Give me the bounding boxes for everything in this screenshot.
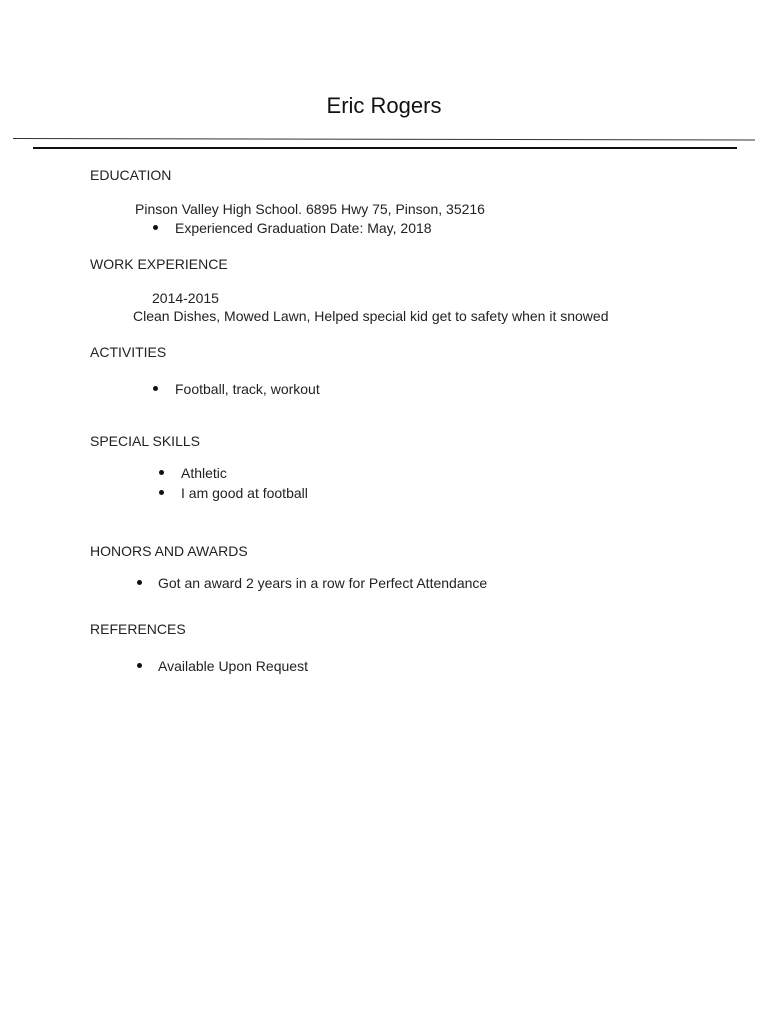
work-years: 2014-2015: [152, 290, 219, 306]
bullet-icon: [159, 470, 164, 475]
header-rule-thin: [13, 138, 755, 141]
education-heading: EDUCATION: [90, 167, 172, 183]
header-rule-thick: [33, 147, 737, 149]
bullet-icon: [137, 580, 142, 585]
skills-heading: SPECIAL SKILLS: [90, 433, 200, 449]
honors-item: Got an award 2 years in a row for Perfect Attendance: [158, 575, 488, 591]
bullet-icon: [153, 225, 158, 230]
references-heading: REFERENCES: [90, 621, 186, 637]
activities-heading: ACTIVITIES: [90, 344, 167, 360]
honors-heading: HONORS AND AWARDS: [90, 543, 248, 559]
education-school: Pinson Valley High School. 6895 Hwy 75, Pinson, 35216: [135, 201, 485, 217]
bullet-icon: [159, 490, 164, 495]
skills-item: I am good at football: [181, 485, 308, 501]
bullet-icon: [153, 386, 158, 391]
references-item: Available Upon Request: [158, 658, 308, 674]
work-duties: Clean Dishes, Mowed Lawn, Helped special kid get to safety when it snowed: [133, 308, 609, 324]
bullet-icon: [137, 663, 142, 668]
resume-name: Eric Rogers: [326, 93, 442, 118]
activities-item: Football, track, workout: [175, 381, 320, 397]
work-heading: WORK EXPERIENCE: [90, 256, 228, 272]
skills-item: Athletic: [181, 465, 227, 481]
education-graduation-date: Experienced Graduation Date: May, 2018: [175, 220, 432, 236]
